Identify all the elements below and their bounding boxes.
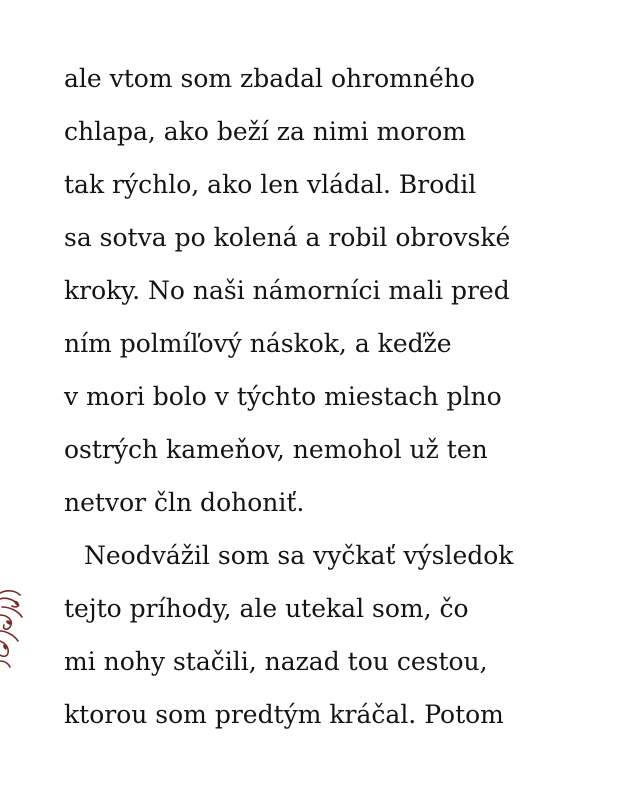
text-line: tejto príhody, ale utekal som, čo (64, 594, 469, 623)
text-line: tak rýchlo, ako len vládal. Brodil (64, 170, 477, 199)
illustration-fragment-icon (0, 585, 26, 670)
text-line: kroky. No naši námorníci mali pred (64, 276, 510, 305)
text-line: ale vtom som zbadal ohromného (64, 64, 475, 93)
text-line: ním polmíľový náskok, a keďže (64, 329, 452, 358)
text-line: ostrých kameňov, nemohol už ten (64, 435, 488, 464)
text-line: mi nohy stačili, nazad tou cestou, (64, 647, 488, 676)
paragraph-start-line: Neodvážil som sa vyčkať výsledok (84, 541, 514, 570)
text-line: ktorou som predtým kráčal. Potom (64, 700, 504, 729)
text-line: sa sotva po kolená a robil obrovské (64, 223, 511, 252)
text-line: v mori bolo v týchto miestach plno (64, 382, 502, 411)
text-line: netvor čln dohoniť. (64, 488, 305, 517)
body-text (64, 52, 604, 741)
text-line: chlapa, ako beží za nimi morom (64, 117, 467, 146)
